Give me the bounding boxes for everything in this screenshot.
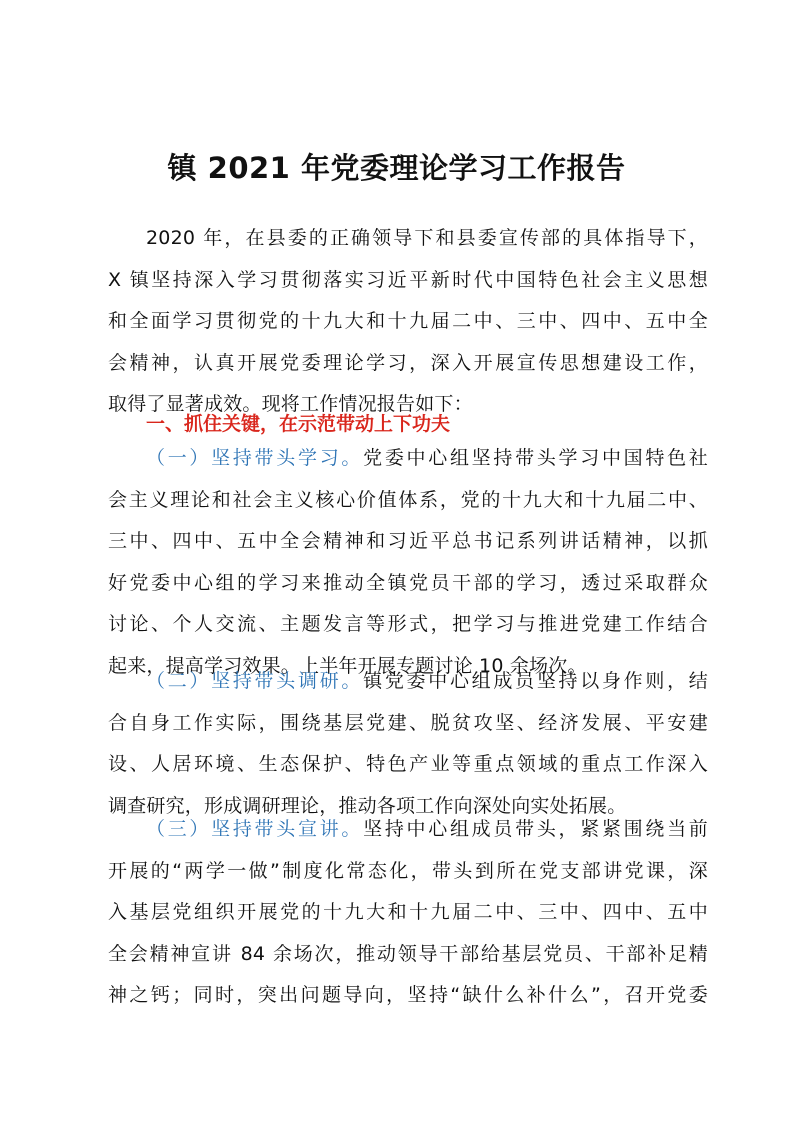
text-line: 设、人居环境、生态保护、特色产业等重点领域的重点工作深入 — [108, 753, 708, 775]
item-heading: （二）坚持带头调研。 — [146, 670, 364, 692]
item-one-paragraph — [108, 438, 708, 687]
text-line: 调查研究，形成调研理论，推动各项工作向深处向实处拓展。 — [108, 794, 627, 817]
text-line: 合自身工作实际，围绕基层党建、脱贫攻坚、经济发展、平安建 — [108, 711, 708, 734]
text-line: 神之钙；同时，突出问题导向，坚持“缺什么补什么”，召开党委 — [108, 984, 708, 1006]
text-line: 会精神，认真开展党委理论学习，深入开展宣传思想建设工作， — [108, 351, 708, 374]
item-text: 党委中心组坚持带头学习中国特色社 — [363, 447, 708, 469]
text-line — [108, 809, 708, 851]
text-line: 三中、四中、五中全会精神和习近平总书记系列讲话精神，以抓 — [108, 530, 708, 552]
text-line: X 镇坚持深入学习贯彻落实习近平新时代中国特色社会主义思想 — [108, 268, 708, 291]
text-line: 2020 年，在县委的正确领导下和县委宣传部的具体指导下， — [146, 227, 708, 249]
text-line: 开展的“两学一做”制度化常态化，带头到所在党支部讲党课，深 — [108, 859, 708, 882]
item-text: 坚持中心组成员带头，紧紧围绕当前 — [363, 818, 708, 840]
item-three-paragraph — [108, 809, 708, 1017]
item-two-paragraph — [108, 661, 708, 827]
section-heading: 一、抓住关键，在示范带动上下功夫 — [146, 413, 451, 435]
item-heading: （三）坚持带头宣讲。 — [146, 818, 364, 840]
item-text: 镇党委中心组成员坚持以身作则，结 — [363, 670, 708, 692]
item-heading: （一）坚持带头学习。 — [146, 447, 364, 469]
text-line — [108, 661, 708, 703]
text-line: 入基层党组织开展党的十九大和十九届二中、三中、四中、五中 — [108, 901, 708, 923]
intro-paragraph — [108, 218, 708, 426]
text-line: 好党委中心组的学习来推动全镇党员干部的学习，透过采取群众 — [108, 571, 708, 594]
text-line: 起来，提高学习效果。上半年开展专题讨论 10 余场次。 — [108, 654, 587, 677]
text-line: 和全面学习贯彻党的十九大和十九届二中、三中、四中、五中全 — [108, 310, 708, 332]
text-line — [108, 438, 708, 480]
document-title: 镇 2021 年党委理论学习工作报告 — [167, 151, 626, 185]
text-line: 全会精神宣讲 84 余场次，推动领导干部给基层党员、干部补足精 — [108, 942, 708, 965]
text-line: 会主义理论和社会主义核心价值体系，党的十九大和十九届二中、 — [108, 488, 708, 511]
text-line: 讨论、个人交流、主题发言等形式，把学习与推进党建工作结合 — [108, 613, 708, 635]
text-line: 取得了显著成效。现将工作情况报告如下： — [108, 393, 473, 415]
